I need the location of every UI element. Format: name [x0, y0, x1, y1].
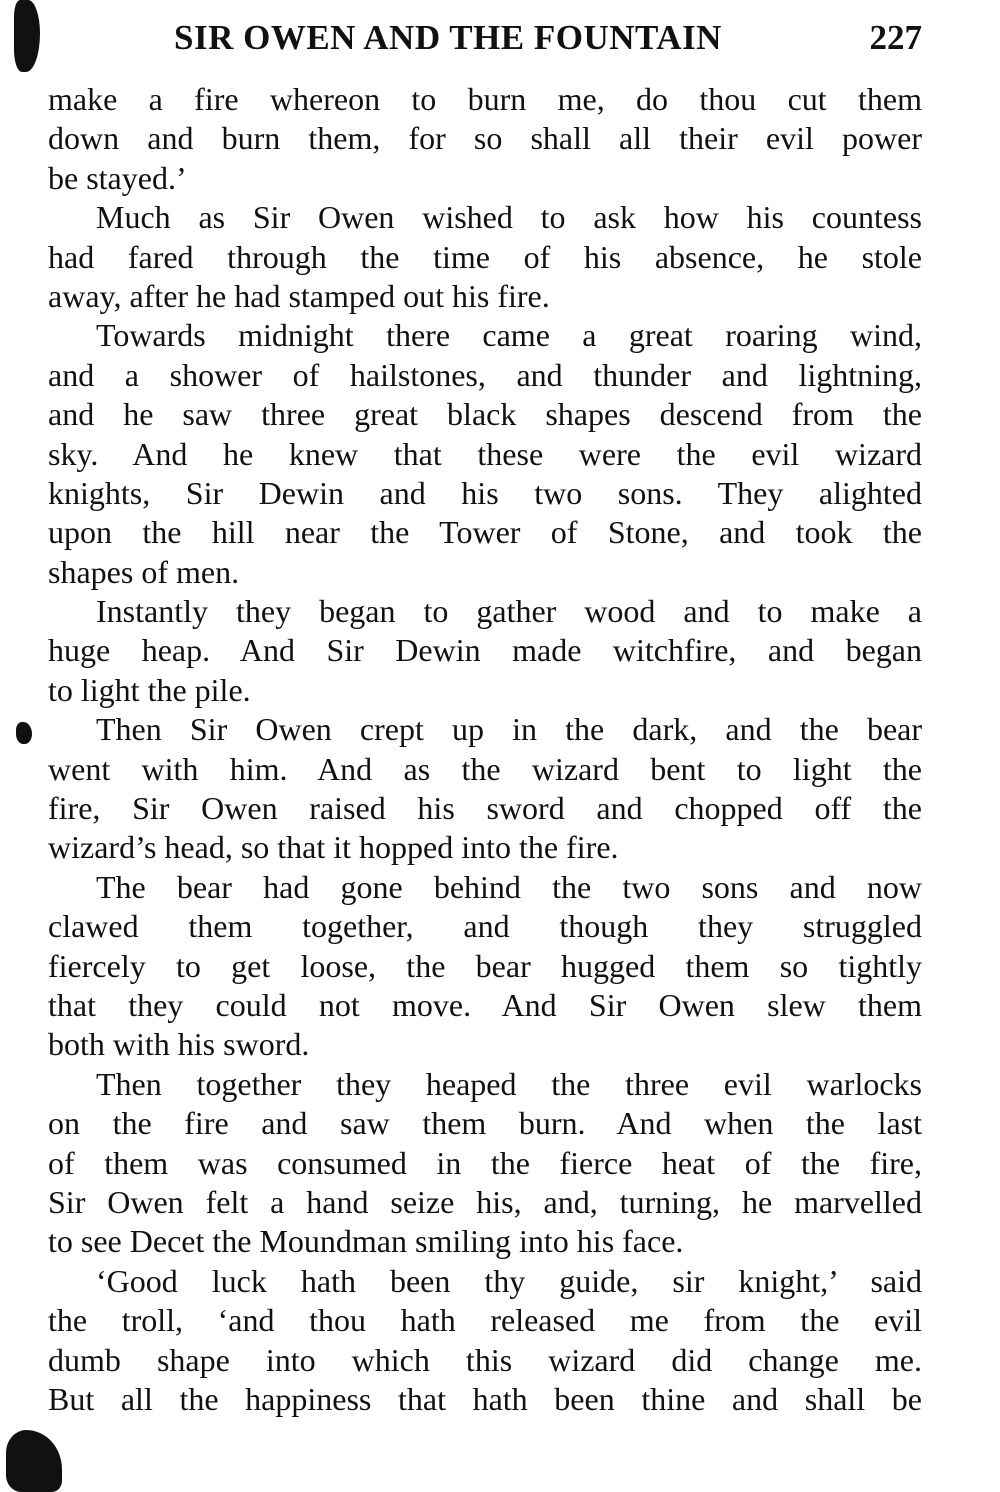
- text-line: away, after he had stamped out his fire.: [48, 277, 550, 314]
- text-line: Sir Owen felt a hand seize his, and, turning, he marvelled: [48, 1183, 922, 1220]
- text-line: down and burn them, for so shall all their evil power: [48, 120, 922, 157]
- text-line: and he saw three great black shapes descend from the: [48, 396, 922, 433]
- text-line: clawed them together, and though they struggled: [48, 908, 922, 945]
- text-line: Towards midnight there came a great roaring wind,: [96, 317, 922, 354]
- text-line: fiercely to get loose, the bear hugged them so tightly: [48, 947, 922, 984]
- scan-blot-top: [14, 0, 40, 72]
- text-line: that they could not move. And Sir Owen slew them: [48, 986, 922, 1023]
- text-line: shapes of men.: [48, 553, 240, 590]
- text-line: went with him. And as the wizard bent to light the: [48, 750, 922, 787]
- text-line: had fared through the time of his absence, he stole: [48, 238, 922, 275]
- text-line: Then together they heaped the three evil warlocks: [96, 1065, 922, 1102]
- page-number: 227: [869, 18, 922, 57]
- running-title: SIR OWEN AND THE FOUNTAIN: [174, 18, 722, 57]
- text-line: make a fire whereon to burn me, do thou cut them: [48, 81, 922, 117]
- text-line: and a shower of hailstones, and thunder and lightning,: [48, 356, 922, 393]
- text-line: both with his sword.: [48, 1026, 310, 1063]
- text-line: be stayed.’: [48, 159, 187, 196]
- text-line: on the fire and saw them burn. And when the last: [48, 1105, 922, 1142]
- text-line: to see Decet the Moundman smiling into his face.: [48, 1223, 684, 1260]
- page-header: [48, 14, 922, 66]
- text-line: sky. And he knew that these were the evil wizard: [48, 435, 922, 472]
- text-line: to light the pile.: [48, 671, 251, 708]
- text-line: But all the happiness that hath been thine and shall be: [48, 1380, 922, 1417]
- text-line: huge heap. And Sir Dewin made witchfire, and began: [48, 632, 922, 669]
- scan-blot-bottom: [6, 1430, 62, 1492]
- text-line: dumb shape into which this wizard did change me.: [48, 1341, 922, 1378]
- text-line: Instantly they began to gather wood and to make a: [96, 593, 922, 630]
- text-line: Much as Sir Owen wished to ask how his countess: [96, 199, 922, 236]
- text-line: upon the hill near the Tower of Stone, and took the: [48, 514, 922, 551]
- text-line: The bear had gone behind the two sons and now: [96, 868, 922, 905]
- text-line: ‘Good luck hath been thy guide, sir knight,’ said: [96, 1262, 922, 1299]
- text-line: knights, Sir Dewin and his two sons. They alighted: [48, 474, 922, 511]
- text-line: the troll, ‘and thou hath released me from the evil: [48, 1302, 922, 1339]
- scan-blot-middle: [16, 722, 32, 744]
- text-line: Then Sir Owen crept up in the dark, and the bear: [96, 711, 922, 748]
- page-body: [48, 80, 922, 1419]
- text-line: of them was consumed in the fierce heat of the fire,: [48, 1144, 922, 1181]
- text-line: fire, Sir Owen raised his sword and chopped off the: [48, 790, 922, 827]
- text-line: wizard’s head, so that it hopped into the fire.: [48, 829, 619, 866]
